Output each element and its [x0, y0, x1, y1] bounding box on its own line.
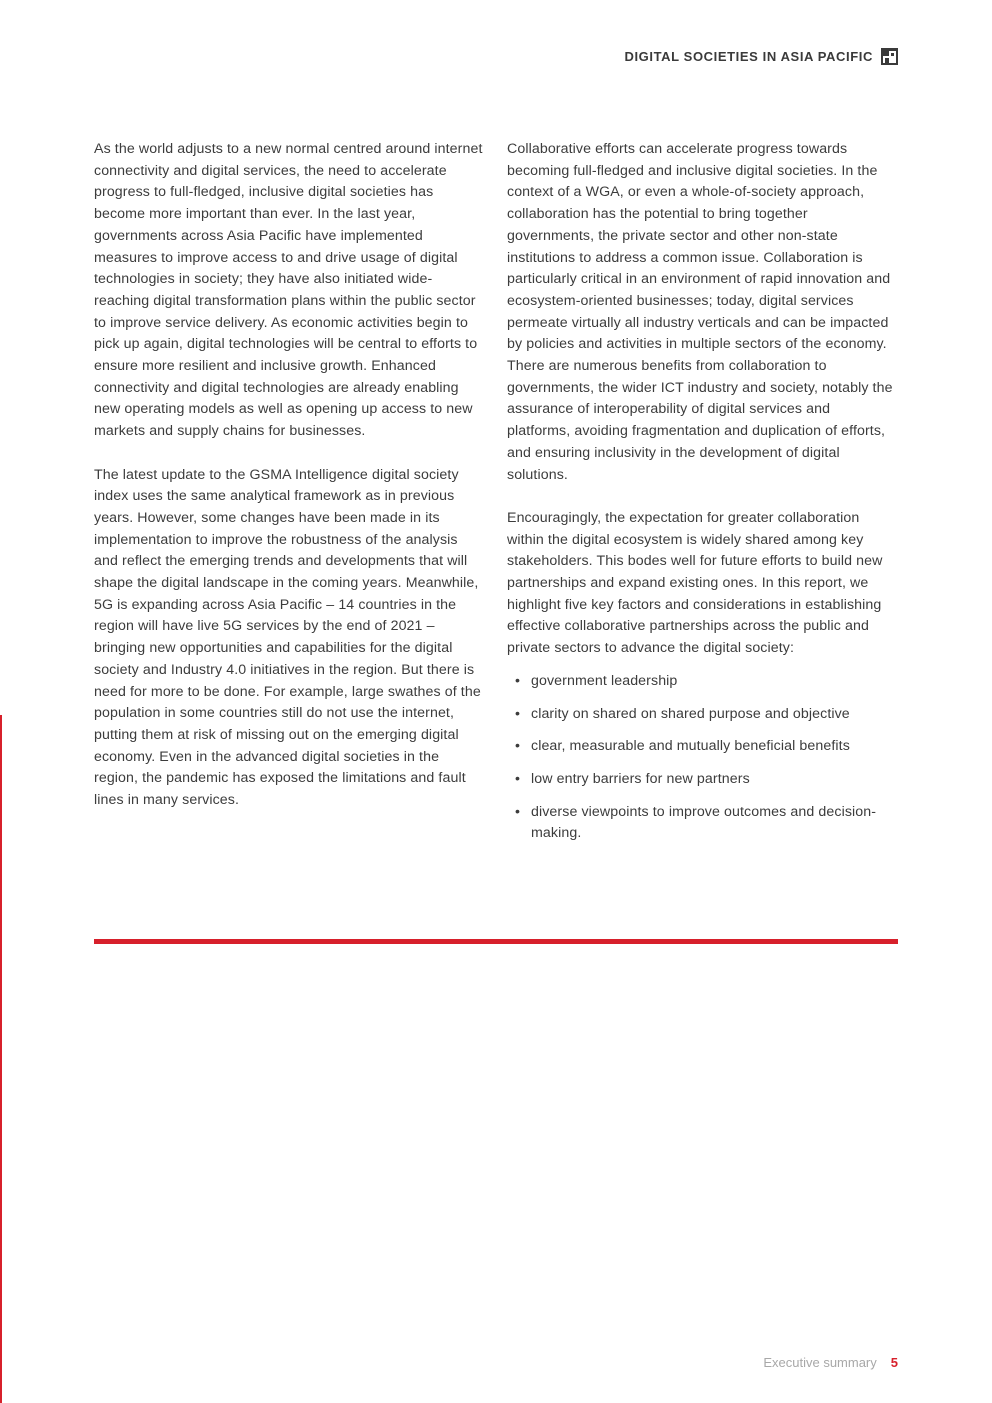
list-item-text: clarity on shared on shared purpose and objective	[531, 705, 850, 722]
right-column	[507, 139, 897, 856]
footer-section-title: Executive summary	[763, 1355, 877, 1370]
page-footer	[763, 1355, 898, 1370]
key-factors-list	[507, 671, 897, 845]
body-paragraph: Encouragingly, the expectation for greater collaboration within the digital ecosystem is widely shared among key stakeholders. This bodes well for future efforts to build new partnerships and expand existing ones. In this report, we highlight five key factors and considerations in establishing effective collaborative partnerships across the public and private sectors to advance the digital society:	[507, 509, 883, 657]
bullet-icon: •	[515, 803, 521, 820]
header-title: DIGITAL SOCIETIES IN ASIA PACIFIC	[624, 49, 873, 64]
list-item	[507, 671, 897, 693]
list-item-text: clear, measurable and mutually beneficial benefits	[531, 738, 850, 755]
bullet-icon: •	[515, 770, 521, 787]
home-icon[interactable]	[881, 48, 898, 65]
body-paragraph: As the world adjusts to a new normal centred around internet connectivity and digital services, the need to accelerate progress to full-fledged, inclusive digital societies has become more important than ever. In the last year, governments across Asia Pacific have implemented measures to improve access to and drive usage of digital technologies in society; they have also initiated wide-reaching digital transformation plans within the public sector to improve service delivery. As economic activities begin to pick up again, digital technologies will be central to efforts to ensure more resilient and inclusive growth. Enhanced connectivity and digital technologies are already enabling new operating models as well as opening up access to new markets and supply chains for businesses.	[94, 141, 483, 440]
list-item-text: government leadership	[531, 672, 678, 689]
body-paragraph: The latest update to the GSMA Intelligence digital society index uses the same analytical framework as in previous years. However, some changes have been made in its implementation to improve the robustness of the analysis and reflect the emerging trends and developments that will shape the digital landscape in the coming years. Meanwhile, 5G is expanding across Asia Pacific – 14 countries in the region will have live 5G services by the end of 2021 – bringing new opportunities and capabilities for the digital society and Industry 4.0 initiatives in the region. But there is need for more to be done. For example, large swathes of the population in some countries still do not use the internet, putting them at risk of missing out on the emerging digital economy. Even in the advanced digital societies in the region, the pandemic has exposed the limitations and fault lines in many services.	[94, 466, 481, 809]
list-item	[507, 769, 897, 791]
page-header	[624, 48, 898, 65]
list-item	[507, 736, 897, 758]
list-item-text: low entry barriers for new partners	[531, 770, 750, 787]
page-number: 5	[890, 1355, 898, 1370]
list-item	[507, 704, 897, 726]
left-edge-accent-line	[0, 715, 2, 1403]
section-divider	[94, 939, 898, 944]
bullet-icon: •	[515, 738, 521, 755]
list-item	[507, 802, 897, 845]
left-column	[94, 139, 484, 833]
bullet-icon: •	[515, 705, 521, 722]
bullet-icon: •	[515, 672, 521, 689]
list-item-text: diverse viewpoints to improve outcomes and decision-making.	[531, 803, 877, 842]
body-paragraph: Collaborative efforts can accelerate progress towards becoming full-fledged and inclusive digital societies. In the context of a WGA, or even a whole-of-society approach, collaboration has the potential to bring together governments, the private sector and other non-state institutions to address a common issue. Collaboration is particularly critical in an environment of rapid innovation and ecosystem-oriented businesses; today, digital services permeate virtually all industry verticals and can be impacted by policies and activities in multiple sectors of the economy. There are numerous benefits from collaboration to governments, the wider ICT industry and society, notably the assurance of interoperability of digital services and platforms, avoiding fragmentation and duplication of efforts, and ensuring inclusivity in the development of digital solutions.	[507, 141, 893, 483]
